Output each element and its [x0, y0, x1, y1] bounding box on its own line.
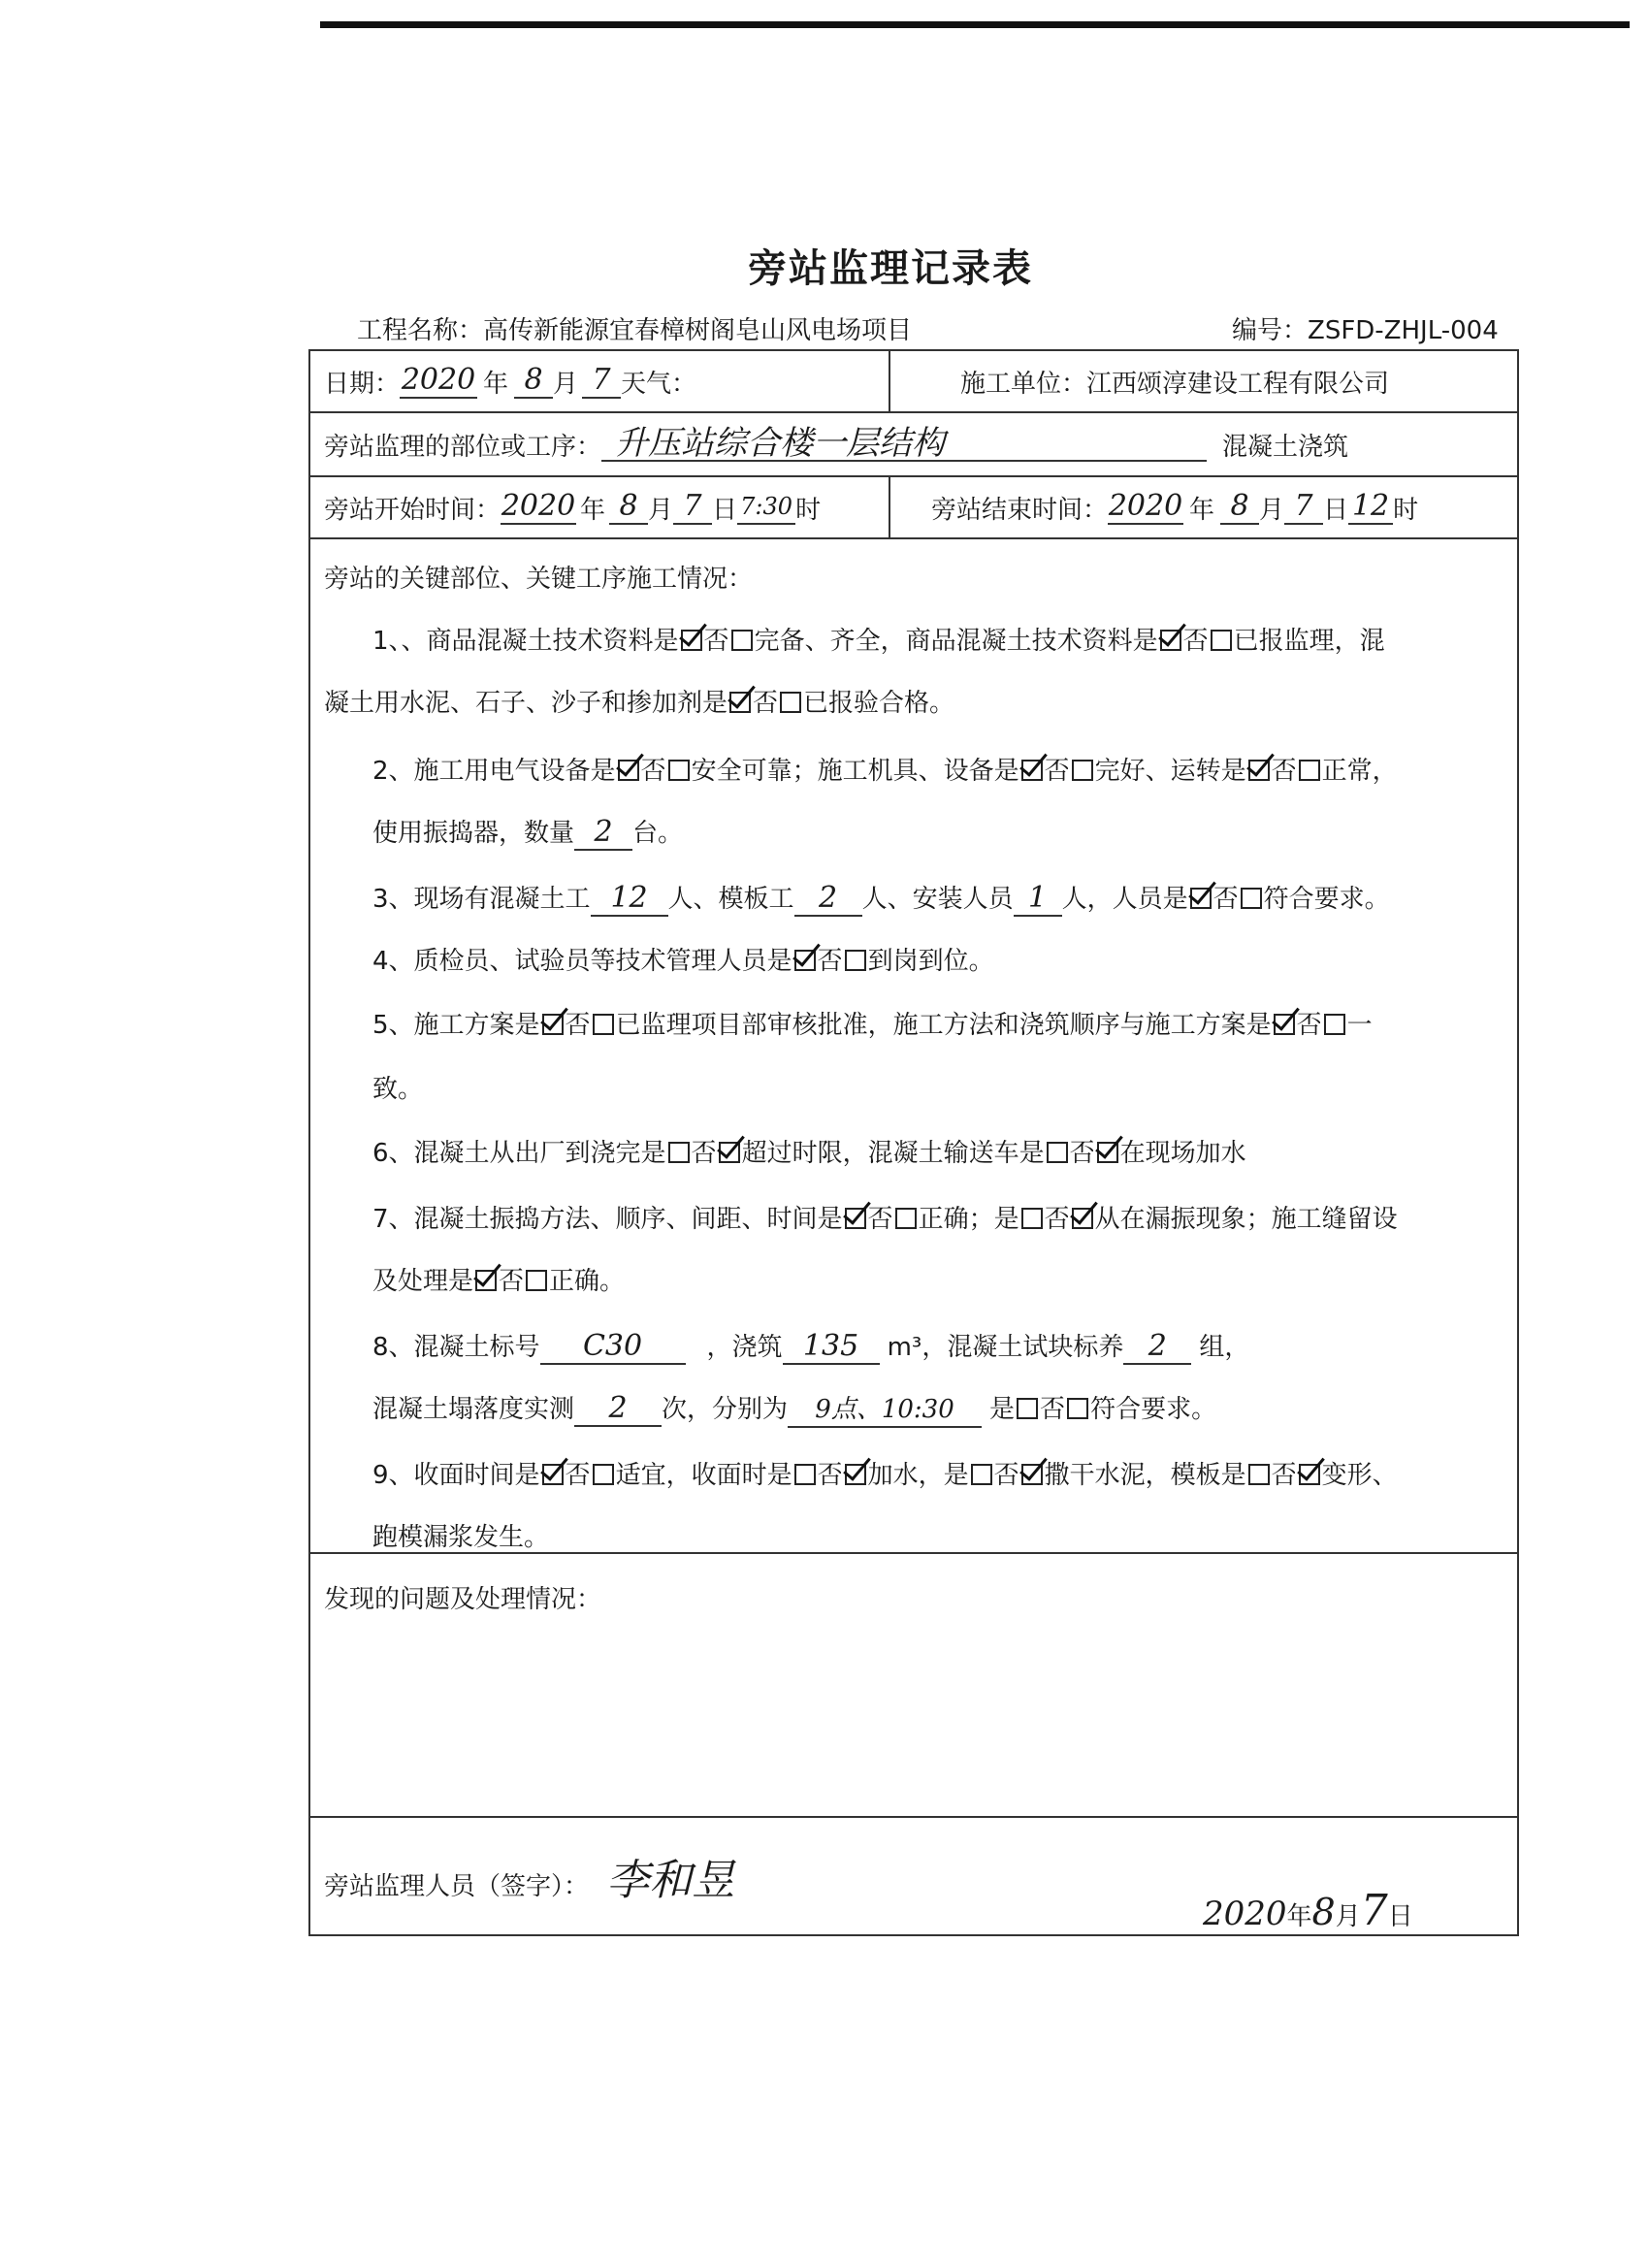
- checkbox-checked: [1160, 630, 1181, 651]
- end-day-unit: 日: [1323, 495, 1349, 525]
- slump-test-times: 9点、10:30: [788, 1393, 982, 1428]
- section-heading: 旁站的关键部位、关键工序施工情况：: [324, 565, 754, 594]
- concrete-workers: 12: [591, 882, 668, 917]
- page-title: 旁站监理记录表: [748, 246, 1033, 291]
- start-hour: 7:30: [737, 490, 795, 525]
- form-text: 已报监理，混: [1233, 627, 1385, 656]
- checkbox-empty: [1017, 1398, 1038, 1419]
- installers: 1: [1014, 882, 1062, 917]
- form-text: ，浇筑: [706, 1333, 783, 1362]
- checkbox-empty: [1241, 888, 1262, 909]
- slump-test-count: 2: [574, 1392, 662, 1427]
- form-text: 否: [565, 1011, 591, 1040]
- form-text: 从在漏振现象；施工缝留设: [1094, 1205, 1398, 1234]
- checkbox-checked: [794, 950, 816, 971]
- checkbox-empty: [1047, 1142, 1068, 1163]
- item-6: [372, 1133, 1579, 1169]
- serial-number: [1232, 310, 1499, 346]
- form-text: 否: [499, 1267, 525, 1296]
- checkbox-empty: [1248, 1464, 1270, 1485]
- end-day: 7: [1284, 490, 1323, 525]
- specimen-groups: 2: [1123, 1330, 1191, 1365]
- form-text: 正常，: [1321, 757, 1398, 786]
- location-row: [310, 413, 1517, 477]
- checkbox-checked: [1072, 1208, 1093, 1229]
- form-text: 否: [565, 1461, 591, 1490]
- contractor-value: 江西颂淳建设工程有限公司: [1086, 369, 1390, 399]
- form-text: 已监理项目部审核批准，施工方法和浇筑顺序与施工方案是: [615, 1011, 1272, 1040]
- form-text: 是: [989, 1395, 1016, 1424]
- form-text: 否: [1182, 627, 1209, 656]
- form-text: 1、、商品混凝土技术资料是: [372, 627, 679, 656]
- checkbox-checked: [542, 1014, 564, 1035]
- form-text: 符合要求。: [1263, 885, 1390, 914]
- checkbox-checked: [845, 1208, 866, 1229]
- date-day: 7: [582, 364, 621, 399]
- item-1-line-1: [372, 621, 1579, 657]
- item-3: [372, 879, 1579, 917]
- signature-year-unit: 年: [1286, 1902, 1312, 1931]
- signature-month-unit: 月: [1335, 1902, 1361, 1931]
- pour-volume: 135: [783, 1330, 880, 1365]
- form-text: 2、施工用电气设备是: [372, 757, 616, 786]
- checkbox-empty: [845, 950, 866, 971]
- weather-label: 天气：: [621, 369, 697, 399]
- form-text: 已报验合格。: [803, 689, 955, 718]
- date-label: 日期：: [324, 369, 401, 399]
- date-row: [310, 351, 1517, 413]
- start-label: 旁站开始时间：: [324, 495, 501, 525]
- checkbox-empty: [668, 760, 690, 781]
- form-text: 完备、齐全，商品混凝土技术资料是: [754, 627, 1158, 656]
- form-text: 次，分别为: [662, 1395, 789, 1424]
- date-month-unit: 月: [553, 369, 579, 399]
- issues-label: 发现的问题及处理情况：: [324, 1585, 602, 1614]
- form-text: 否: [1069, 1139, 1095, 1168]
- form-text: 撒干水泥，模板是: [1044, 1461, 1246, 1490]
- location-label: 旁站监理的部位或工序：: [324, 432, 602, 462]
- concrete-grade: C30: [540, 1330, 686, 1365]
- date-year-unit: 年: [483, 369, 509, 399]
- form-text: 否: [817, 947, 843, 976]
- record-table: [308, 349, 1519, 1936]
- form-text: 组，: [1199, 1333, 1250, 1362]
- start-day-unit: 日: [712, 495, 738, 525]
- form-text: 否: [753, 689, 779, 718]
- checkbox-checked: [1274, 1014, 1295, 1035]
- end-label: 旁站结束时间：: [931, 495, 1109, 525]
- checkbox-checked: [719, 1142, 740, 1163]
- item-2-line-1: [372, 751, 1579, 787]
- form-text: 否: [1212, 885, 1239, 914]
- form-text: 否: [1044, 757, 1070, 786]
- checkbox-empty: [1072, 760, 1093, 781]
- form-text: 人，人员是: [1061, 885, 1188, 914]
- checkbox-checked: [1097, 1142, 1118, 1163]
- signature-day-unit: 日: [1387, 1902, 1413, 1931]
- form-text: 正确。: [549, 1267, 626, 1296]
- item-2-line-2: [372, 813, 1579, 851]
- end-time-cell: [931, 477, 1418, 537]
- checkbox-empty: [895, 1208, 917, 1229]
- project-label: 工程名称：: [357, 316, 484, 345]
- checkbox-checked: [681, 630, 702, 651]
- end-hour: 12: [1348, 490, 1393, 525]
- checkbox-checked: [729, 692, 751, 713]
- signature-label: 旁站监理人员（签字）：: [324, 1872, 590, 1901]
- checkbox-checked: [1021, 760, 1043, 781]
- checkbox-checked: [1021, 1464, 1043, 1485]
- form-text: 否: [1271, 757, 1297, 786]
- form-text: 8、混凝土标号: [372, 1333, 540, 1362]
- scan-top-edge: [320, 21, 1630, 28]
- form-text: 人、安装人员: [861, 885, 1014, 914]
- form-text: 否: [1040, 1395, 1066, 1424]
- form-text: 否: [691, 1139, 717, 1168]
- checkbox-empty: [1324, 1014, 1345, 1035]
- signature-month: 8: [1311, 1891, 1336, 1933]
- checkbox-empty: [971, 1464, 992, 1485]
- start-year: 2020: [501, 489, 576, 523]
- checkbox-empty: [731, 630, 753, 651]
- checkbox-empty: [668, 1142, 690, 1163]
- issues-section: [310, 1554, 1517, 1818]
- checkbox-empty: [593, 1464, 614, 1485]
- item-7-line-1: [372, 1199, 1579, 1235]
- item-9-line-2: 跑模漏浆发生。: [372, 1523, 550, 1552]
- checkbox-checked: [1248, 760, 1270, 781]
- end-hour-unit: 时: [1393, 495, 1419, 525]
- form-text: 3、现场有混凝土工: [372, 885, 591, 914]
- item-7-line-2: [372, 1261, 1579, 1297]
- checkbox-empty: [780, 692, 801, 713]
- date-row-divider: [889, 351, 890, 411]
- serial-value: ZSFD-ZHJL-004: [1308, 316, 1499, 345]
- time-row-divider: [889, 477, 890, 537]
- date-month: 8: [514, 364, 553, 399]
- supervisor-signature: 李和昱: [606, 1856, 735, 1905]
- end-year-unit: 年: [1189, 495, 1215, 525]
- form-text: 一: [1346, 1011, 1373, 1040]
- checkbox-empty: [526, 1270, 547, 1291]
- end-month-unit: 月: [1259, 495, 1285, 525]
- serial-label: 编号：: [1232, 316, 1309, 345]
- form-text: 到岗到位。: [867, 947, 994, 976]
- end-month: 8: [1220, 490, 1259, 525]
- signature-day: 7: [1360, 1886, 1388, 1935]
- form-text: 否: [993, 1461, 1019, 1490]
- start-day: 7: [673, 490, 712, 525]
- form-text: 正确；是: [918, 1205, 1019, 1234]
- checkbox-checked: [1299, 1464, 1320, 1485]
- contractor-cell: [960, 351, 1389, 411]
- form-text: m³，混凝土试块标养: [887, 1333, 1124, 1362]
- start-year-unit: 年: [580, 495, 606, 525]
- form-text: 4、质检员、试验员等技术管理人员是: [372, 947, 792, 976]
- item-4: [372, 941, 1579, 977]
- start-hour-unit: 时: [795, 495, 822, 525]
- form-text: 否: [1296, 1011, 1322, 1040]
- signature-date: [1203, 1886, 1649, 1935]
- form-text: 变形、: [1321, 1461, 1398, 1490]
- signature-section: [310, 1818, 1517, 1938]
- form-text: 符合要求。: [1090, 1395, 1217, 1424]
- form-text: 7、混凝土振捣方法、顺序、间距、时间是: [372, 1205, 843, 1234]
- signature-year: 2020: [1203, 1895, 1287, 1933]
- project-name: [357, 310, 912, 346]
- form-text: 否: [817, 1461, 843, 1490]
- item-5-line-1: [372, 1005, 1579, 1041]
- item-1-line-2: [324, 683, 1531, 719]
- item-9-line-1: [372, 1455, 1579, 1491]
- form-text: 安全可靠；施工机具、设备是: [691, 757, 1019, 786]
- form-text: 9、收面时间是: [372, 1461, 540, 1490]
- vibrator-count: 2: [574, 816, 632, 851]
- end-year: 2020: [1108, 489, 1183, 523]
- form-text: 适宜，收面时是: [615, 1461, 792, 1490]
- checkbox-checked: [1190, 888, 1212, 909]
- checkbox-checked: [618, 760, 639, 781]
- form-text: 6、混凝土从出厂到浇完是: [372, 1139, 666, 1168]
- contractor-label: 施工单位：: [960, 369, 1087, 399]
- form-text: 人、模板工: [667, 885, 794, 914]
- start-month: 8: [609, 490, 648, 525]
- item-5-line-2: 致。: [372, 1075, 424, 1104]
- location-part: 升压站综合楼一层结构: [601, 427, 1207, 462]
- checkbox-checked: [475, 1270, 497, 1291]
- checkbox-empty: [1067, 1398, 1088, 1419]
- checkbox-empty: [1299, 760, 1320, 781]
- form-text: 混凝土塌落度实测: [372, 1395, 575, 1424]
- checkbox-checked: [542, 1464, 564, 1485]
- form-text: 否: [640, 757, 666, 786]
- form-text: 台。: [632, 819, 684, 848]
- form-text: 否: [1271, 1461, 1297, 1490]
- start-month-unit: 月: [648, 495, 674, 525]
- item-8-line-1: [372, 1327, 1579, 1365]
- item-8-line-2: [372, 1389, 1579, 1428]
- construction-section: [310, 539, 1517, 1554]
- form-text: 否: [1044, 1205, 1070, 1234]
- checkbox-empty: [1021, 1208, 1043, 1229]
- project-value: 高传新能源宜春樟树阁皂山风电场项目: [483, 316, 913, 345]
- form-text: 否: [867, 1205, 893, 1234]
- form-text: 凝土用水泥、石子、沙子和掺加剂是: [324, 689, 728, 718]
- form-text: 使用振捣器，数量: [372, 819, 575, 848]
- form-text: 及处理是: [372, 1267, 474, 1296]
- location-cell: [324, 413, 1348, 475]
- form-text: 超过时限，混凝土输送车是: [741, 1139, 1045, 1168]
- form-text: 否: [703, 627, 729, 656]
- formwork-workers: 2: [794, 882, 862, 917]
- start-time-cell: [324, 477, 821, 537]
- form-text: 在现场加水: [1119, 1139, 1246, 1168]
- location-process: 混凝土浇筑: [1222, 432, 1349, 462]
- date-year: 2020: [401, 363, 476, 397]
- date-cell: [324, 351, 696, 411]
- form-text: 加水，是: [867, 1461, 969, 1490]
- time-row: [310, 477, 1517, 539]
- checkbox-empty: [1211, 630, 1232, 651]
- checkbox-empty: [593, 1014, 614, 1035]
- form-text: 完好、运转是: [1094, 757, 1246, 786]
- checkbox-checked: [845, 1464, 866, 1485]
- form-text: 5、施工方案是: [372, 1011, 540, 1040]
- checkbox-empty: [794, 1464, 816, 1485]
